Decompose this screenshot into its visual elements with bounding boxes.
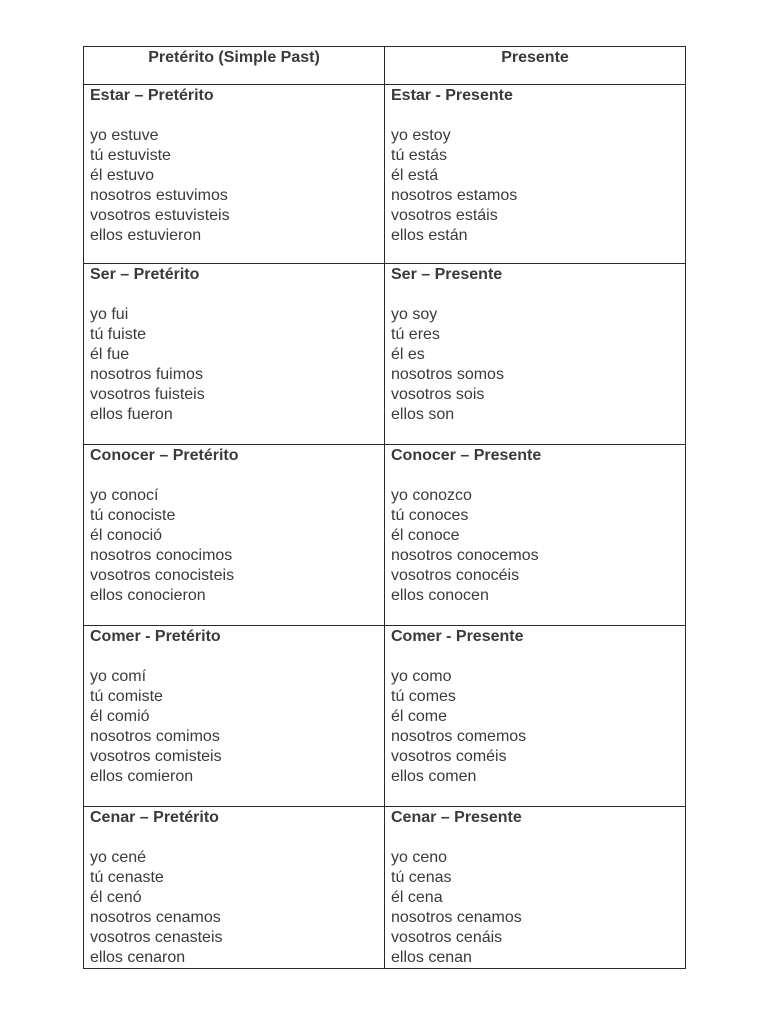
conjugation-form: vosotros cenáis <box>391 929 503 946</box>
conjugation-form: yo cené <box>90 849 147 866</box>
conjugation-form: vosotros conocisteis <box>90 567 235 584</box>
conjugation-form: vosotros conocéis <box>391 567 520 584</box>
table-row <box>84 807 686 969</box>
conjugation-form: ellos conocieron <box>90 587 206 604</box>
conjugation-form: yo como <box>391 668 452 685</box>
verb-heading: Comer - Pretérito <box>90 628 221 645</box>
conjugation-form: nosotros comimos <box>90 728 220 745</box>
conjugation-form: tú comiste <box>90 688 163 705</box>
presente-cell <box>385 807 686 969</box>
conjugation-form: nosotros estuvimos <box>90 187 228 204</box>
conjugation-form: tú conociste <box>90 507 176 524</box>
conjugation-form: tú cenaste <box>90 869 164 886</box>
column-header-presente: Presente <box>385 47 686 85</box>
verb-heading: Ser – Presente <box>391 266 503 283</box>
preterito-cell <box>84 85 385 264</box>
conjugation-form: vosotros estuvisteis <box>90 207 230 224</box>
verb-heading: Cenar – Pretérito <box>90 809 219 826</box>
conjugation-form: él está <box>391 167 439 184</box>
conjugation-form: ellos comieron <box>90 768 194 785</box>
preterito-cell <box>84 264 385 445</box>
conjugation-form: ellos estuvieron <box>90 227 202 244</box>
conjugation-form: yo conozco <box>391 487 472 504</box>
conjugation-form: nosotros fuimos <box>90 366 203 383</box>
conjugation-form: vosotros comisteis <box>90 748 222 765</box>
conjugation-form: vosotros estáis <box>391 207 498 224</box>
verb-heading: Estar - Presente <box>391 87 513 104</box>
conjugation-form: yo estuve <box>90 127 159 144</box>
conjugation-form: él fue <box>90 346 130 363</box>
table-row <box>84 445 686 626</box>
verb-heading: Estar – Pretérito <box>90 87 214 104</box>
conjugation-form: ellos fueron <box>90 406 173 423</box>
presente-cell <box>385 445 686 626</box>
conjugation-form: él cenó <box>90 889 142 906</box>
conjugation-form: ellos conocen <box>391 587 489 604</box>
table-row <box>84 264 686 445</box>
conjugation-form: ellos cenaron <box>90 949 186 966</box>
conjugation-form: él conoció <box>90 527 163 544</box>
column-header-preterito: Pretérito (Simple Past) <box>84 47 385 85</box>
preterito-cell <box>84 445 385 626</box>
conjugation-form: yo estoy <box>391 127 451 144</box>
conjugation-form: tú conoces <box>391 507 469 524</box>
conjugation-form: él comió <box>90 708 150 725</box>
conjugation-form: tú estás <box>391 147 448 164</box>
preterito-cell <box>84 626 385 807</box>
conjugation-form: nosotros somos <box>391 366 504 383</box>
conjugation-form: nosotros conocimos <box>90 547 233 564</box>
conjugation-form: tú comes <box>391 688 456 705</box>
conjugation-form: él estuvo <box>90 167 155 184</box>
table-header-row <box>84 47 686 85</box>
preterito-cell <box>84 807 385 969</box>
conjugation-form: ellos están <box>391 227 468 244</box>
verb-heading: Conocer – Presente <box>391 447 542 464</box>
verb-heading: Conocer – Pretérito <box>90 447 239 464</box>
verb-heading: Cenar – Presente <box>391 809 522 826</box>
verb-heading: Comer - Presente <box>391 628 524 645</box>
table-row <box>84 85 686 264</box>
conjugation-form: yo soy <box>391 306 438 323</box>
conjugation-form: yo comí <box>90 668 147 685</box>
presente-cell <box>385 626 686 807</box>
conjugation-form: nosotros cenamos <box>391 909 522 926</box>
conjugation-form: él cena <box>391 889 443 906</box>
conjugation-form: él conoce <box>391 527 460 544</box>
presente-cell <box>385 85 686 264</box>
conjugation-form: nosotros comemos <box>391 728 527 745</box>
conjugation-form: vosotros fuisteis <box>90 386 205 403</box>
conjugation-form: él come <box>391 708 448 725</box>
presente-cell <box>385 264 686 445</box>
conjugation-form: tú eres <box>391 326 440 343</box>
conjugation-form: nosotros conocemos <box>391 547 539 564</box>
conjugation-form: ellos cenan <box>391 949 472 966</box>
conjugation-form: nosotros cenamos <box>90 909 221 926</box>
conjugation-form: tú cenas <box>391 869 452 886</box>
conjugation-form: ellos comen <box>391 768 477 785</box>
conjugation-form: ellos son <box>391 406 455 423</box>
conjugation-form: yo conocí <box>90 487 159 504</box>
conjugation-form: nosotros estamos <box>391 187 518 204</box>
conjugation-table <box>83 46 686 969</box>
conjugation-form: yo ceno <box>391 849 448 866</box>
verb-heading: Ser – Pretérito <box>90 266 200 283</box>
conjugation-form: él es <box>391 346 425 363</box>
conjugation-form: vosotros sois <box>391 386 485 403</box>
conjugation-form: vosotros cenasteis <box>90 929 223 946</box>
conjugation-form: tú estuviste <box>90 147 171 164</box>
conjugation-form: yo fui <box>90 306 129 323</box>
table-row <box>84 626 686 807</box>
conjugation-form: tú fuiste <box>90 326 147 343</box>
conjugation-form: vosotros coméis <box>391 748 507 765</box>
